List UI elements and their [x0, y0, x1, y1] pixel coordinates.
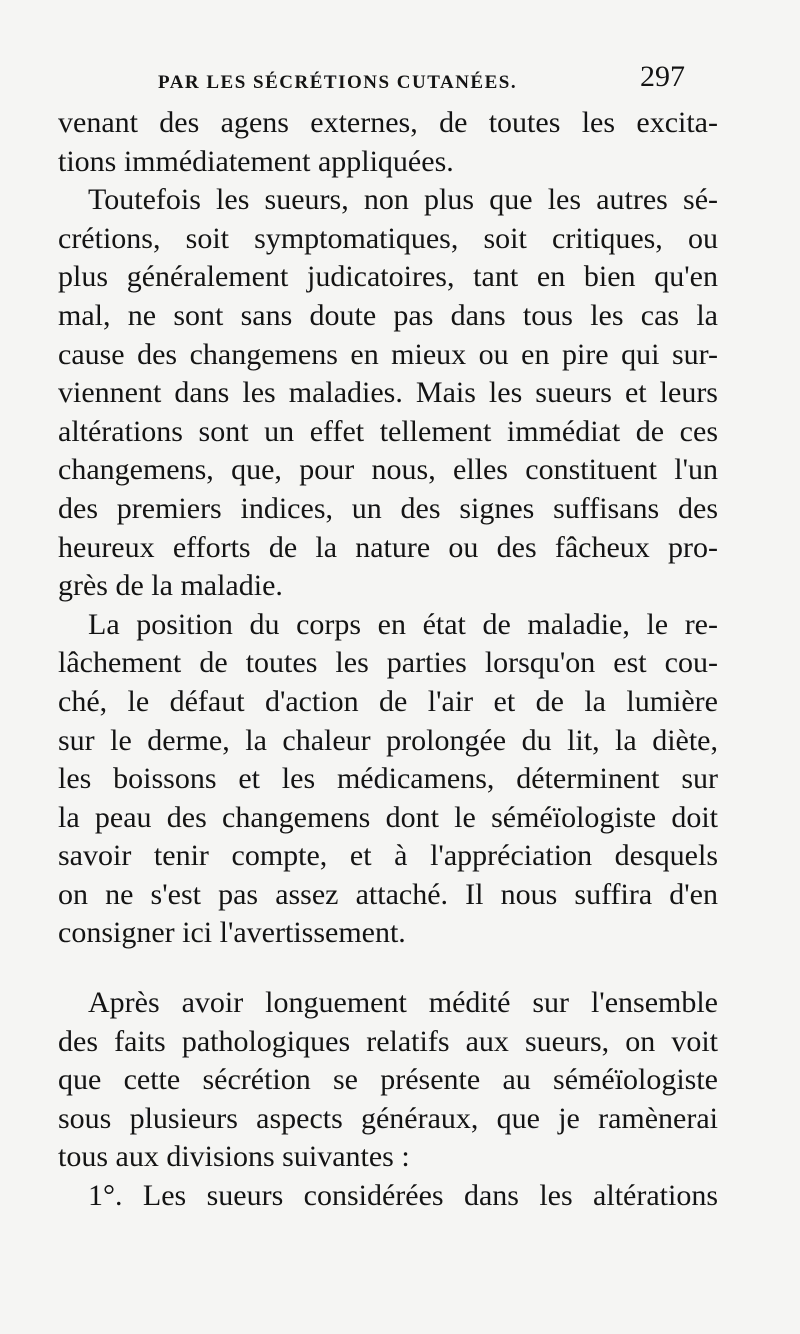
text-line: crétions, soit symptomatiques, soit critiques, ou [58, 221, 718, 255]
text-line: savoir tenir compte, et à l'appréciation desquels [58, 839, 718, 873]
text-line: cause des changemens en mieux ou en pire qui sur- [58, 337, 718, 371]
text-line: Toutefois les sueurs, non plus que les autres sé- [88, 183, 718, 217]
text-line: consigner ici l'avertissement. [58, 916, 406, 950]
text-line: la peau des changemens dont le séméïologiste doit [58, 800, 718, 834]
text-line: tions immédiatement appliquées. [58, 144, 454, 178]
text-line: Après avoir longuement médité sur l'ensemble [88, 986, 718, 1019]
text-line: mal, ne sont sans doute pas dans tous les cas la [58, 298, 718, 332]
text-line: des premiers indices, un des signes suffisans des [58, 491, 718, 525]
text-line: ché, le défaut d'action de l'air et de la lumière [58, 684, 718, 718]
text-line: heureux efforts de la nature ou des fâcheux pro- [58, 530, 718, 564]
text-line: lâchement de toutes les parties lorsqu'on est cou- [58, 646, 718, 680]
text-line: 1°. Les sueurs considérées dans les altérations [88, 1178, 718, 1212]
text-line: altérations sont un effet tellement immédiat de ces [58, 414, 718, 448]
text-line: viennent dans les maladies. Mais les sueurs et leurs [58, 376, 718, 410]
page-number: 297 [640, 60, 685, 93]
text-line: tous aux divisions suivantes : [58, 1140, 410, 1174]
body-text-block-2 [58, 984, 718, 1216]
text-line: changemens, que, pour nous, elles constituent l'un [58, 453, 718, 487]
text-line: les boissons et les médicamens, déterminent sur [58, 762, 718, 796]
body-text-block-1 [58, 104, 718, 953]
text-line: sur le derme, la chaleur prolongée du lit, la diète, [58, 723, 718, 757]
running-head: PAR LES SÉCRÉTIONS CUTANÉES. [158, 72, 518, 93]
text-line: on ne s'est pas assez attaché. Il nous suffira d'en [58, 877, 718, 911]
page-header [0, 60, 800, 100]
text-line: grès de la maladie. [58, 569, 283, 603]
text-line: venant des agens externes, de toutes les excita- [58, 106, 718, 139]
text-line: plus généralement judicatoires, tant en bien qu'en [58, 260, 718, 294]
text-line: sous plusieurs aspects généraux, que je ramènerai [58, 1101, 718, 1135]
text-line: La position du corps en état de maladie, le re- [88, 607, 718, 641]
text-line: que cette sécrétion se présente au séméïologiste [58, 1063, 718, 1097]
text-line: des faits pathologiques relatifs aux sueurs, on voit [58, 1024, 718, 1058]
